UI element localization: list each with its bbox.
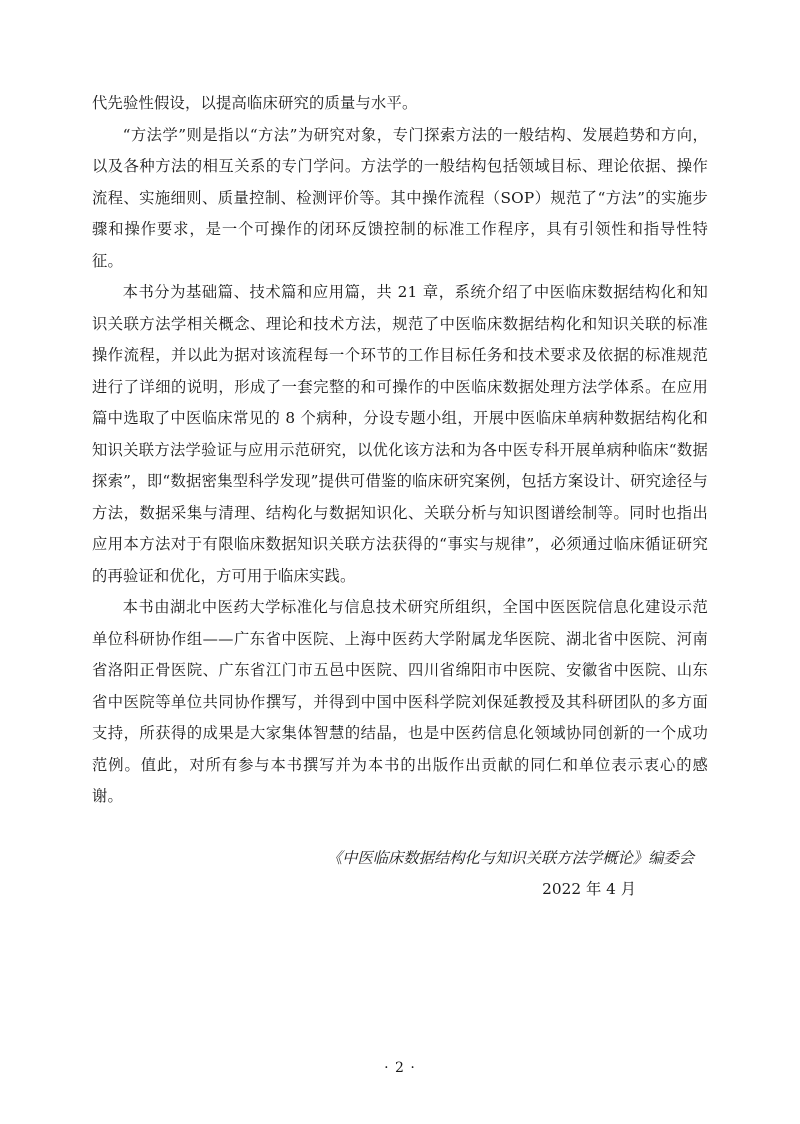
paragraph-1: 代先验性假设，以提高临床研究的质量与水平。 bbox=[92, 94, 418, 112]
signature-committee: 《中医临床数据结构化与知识关联方法学概论》编委会 bbox=[326, 848, 694, 867]
paragraph-4: 本书由湖北中医药大学标准化与信息技术研究所组织，全国中医医院信息化建设示范单位科研协作组——广东省中医院、上海中医药大学附属龙华医院、湖北省中医院、河南省洛阳正骨医院、广东省江门市五邑中医院、四川省绵阳市中医院、安徽省中医院、山东省中医院等单位共同协作撰写，并得到中国中医科学院刘保延教授及其科研团队的多方面支持，所获得的成果是大家集体智慧的结晶，也是中医药信息化领域协同创新的一个成功范例。值此，对所有参与本书撰写并为本书的出版作出贡献的同仁和单位表示衷心的感谢。 bbox=[92, 598, 708, 805]
signature-date: 2022 年 4 月 bbox=[542, 880, 636, 898]
document-body bbox=[92, 88, 708, 813]
paragraph-3: 本书分为基础篇、技术篇和应用篇，共 21 章，系统介绍了中医临床数据结构化和知识关联方法学相关概念、理论和技术方法，规范了中医临床数据结构化和知识关联的标准操作流程，并以此为据对该流程每一个环节的工作目标任务和技术要求及依据的标准规范进行了详细的说明，形成了一套完整的和可操作的中医临床数据处理方法学体系。在应用篇中选取了中医临床常见的 8 个病种，分设专题小组，开展中医临床单病种数据结构化和知识关联方法学验证与应用示范研究，以优化该方法和为各中医专科开展单病种临床“数据探索”，即“数据密集型科学发现”提供可借鉴的临床研究案例，包括方案设计、研究途径与方法，数据采集与清理、结构化与数据知识化、关联分析与知识图谱绘制等。同时也指出应用本方法对于有限临床数据知识关联方法获得的“事实与规律”，必须通过临床循证研究的再验证和优化，方可用于临床实践。 bbox=[92, 283, 708, 585]
signature-block bbox=[92, 843, 708, 906]
paragraph-2: “方法学”则是指以“方法”为研究对象，专门探索方法的一般结构、发展趋势和方向，以及各种方法的相互关系的专门学问。方法学的一般结构包括领域目标、理论依据、操作流程、实施细则、质量控制、检测评价等。其中操作流程（SOP）规范了“方法”的实施步骤和操作要求，是一个可操作的闭环反馈控制的标准工作程序，具有引领性和指导性特征。 bbox=[92, 125, 708, 270]
page-number: · 2 · bbox=[384, 1060, 416, 1076]
